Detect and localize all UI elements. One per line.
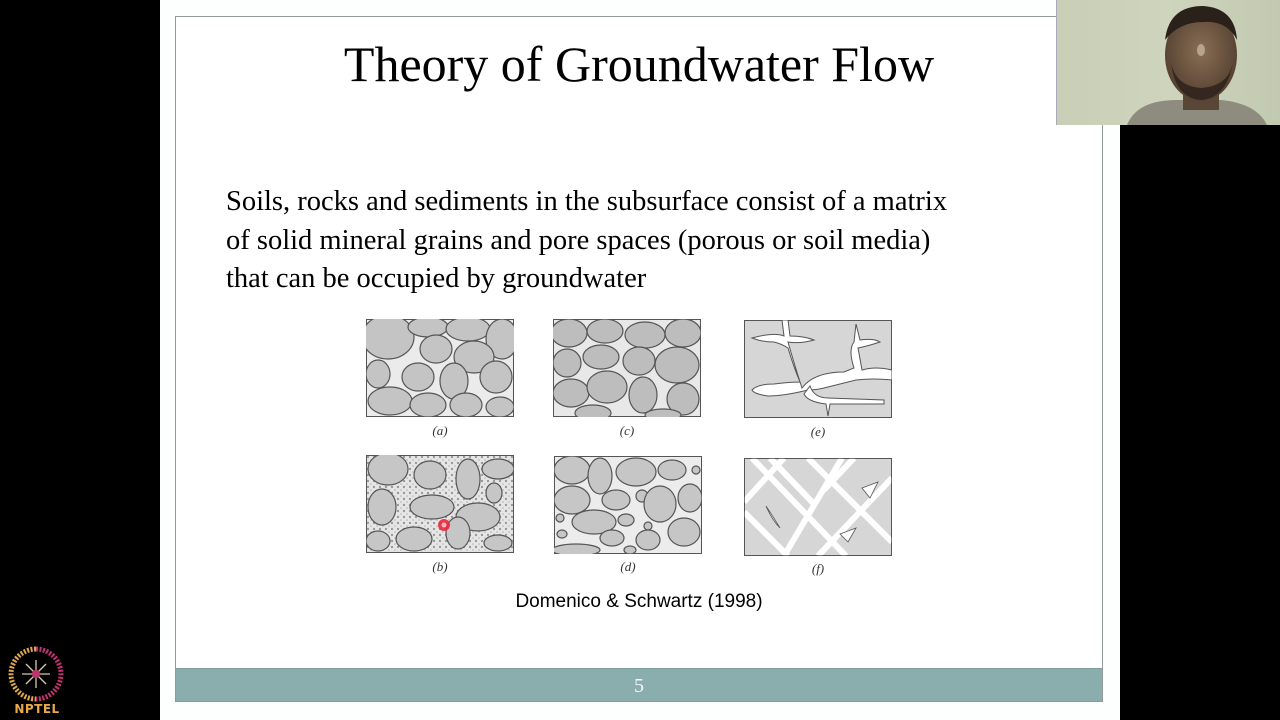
porous-media-figure <box>366 317 896 589</box>
panel-a-label: (a) <box>432 423 448 438</box>
slide-body-text <box>226 183 1066 299</box>
nptel-emblem-icon <box>6 645 66 703</box>
body-line: of solid mineral grains and pore spaces (porous or soil media) <box>226 224 931 256</box>
figure-citation: Domenico & Schwartz (1998) <box>515 591 763 612</box>
slide-title: Theory of Groundwater Flow <box>343 36 935 92</box>
body-line: Soils, rocks and sediments in the subsurface consist of a matrix <box>226 186 948 217</box>
panel-c-image <box>553 319 701 417</box>
right-letterbox <box>1120 125 1280 720</box>
slide-stage <box>160 0 1120 720</box>
nptel-logo <box>6 645 66 717</box>
body-line: that can be occupied by groundwater <box>226 263 647 294</box>
panel-e-label: (e) <box>810 424 826 439</box>
panel-e-image <box>744 320 892 418</box>
panel-a-image <box>366 319 514 417</box>
panel-b-label: (b) <box>432 559 448 574</box>
nptel-logo-text: NPTEL <box>14 702 60 716</box>
panel-f-label: (f) <box>811 561 825 576</box>
panel-d-label: (d) <box>620 559 636 574</box>
panel-f-image <box>744 458 892 556</box>
slide <box>175 16 1103 702</box>
slide-page-number: 5 <box>634 675 644 697</box>
panel-d-image <box>554 456 702 554</box>
panel-b-image <box>366 455 514 553</box>
presenter-figure-icon <box>1057 0 1280 125</box>
slide-footer-bar <box>176 668 1102 701</box>
panel-c-label: (c) <box>619 423 635 438</box>
left-letterbox <box>0 0 160 720</box>
presenter-webcam <box>1056 0 1280 125</box>
